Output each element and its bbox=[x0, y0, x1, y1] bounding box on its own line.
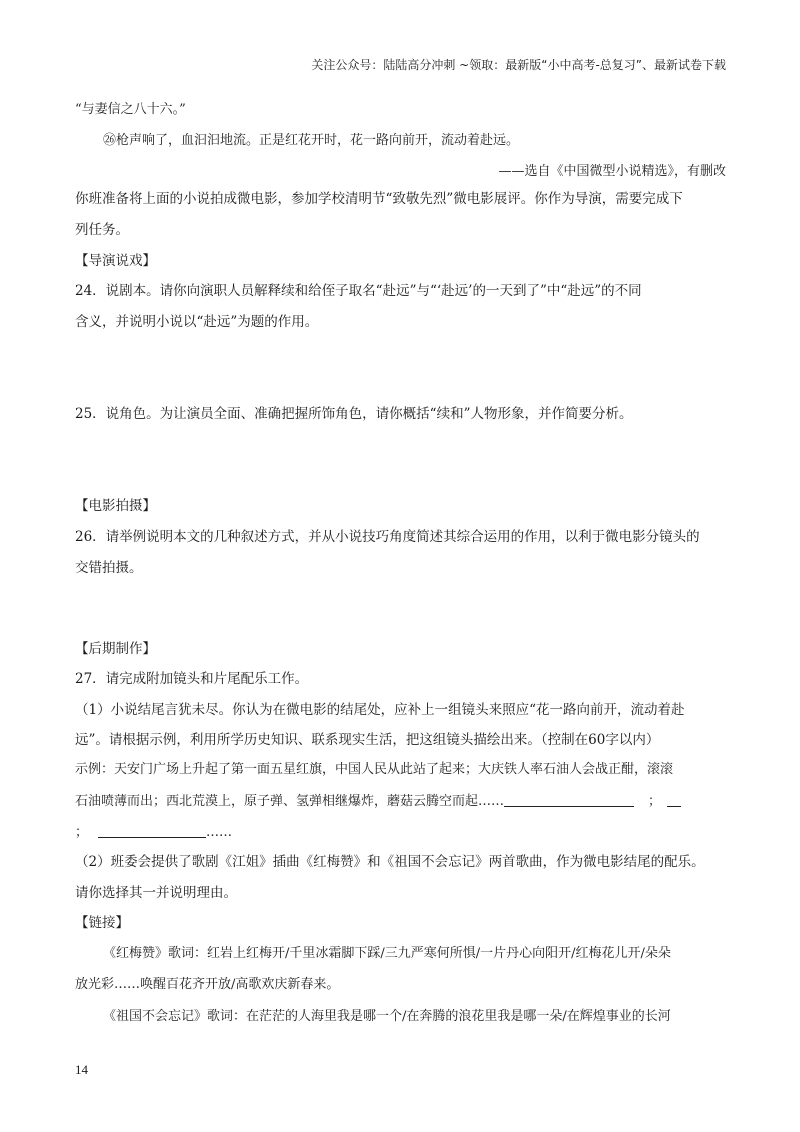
answer-blank[interactable] bbox=[667, 792, 681, 807]
question-27-part-1: 远”。请根据示例，利用所学历史知识、联系现实生活，把这组镜头描绘出来。（控制在60字以内） bbox=[75, 732, 660, 748]
question-27: 27．请完成附加镜头和片尾配乐工作。 bbox=[75, 671, 309, 687]
ellipsis: …… bbox=[206, 825, 233, 840]
question-24: 含义，并说明小说以“赴远”为题的作用。 bbox=[75, 314, 319, 330]
source-citation: ——选自《中国微型小说精选》，有删改 bbox=[498, 164, 726, 179]
question-25: 25．说角色。为让演员全面、准确把握所饰角色，请你概括“续和”人物形象，并作简要分析。 bbox=[75, 406, 633, 422]
story-text-line: ㉖枪声响了，血汩汩地流。正是红花开时，花一路向前开，流动着赴远。 bbox=[103, 133, 520, 148]
answer-blank[interactable] bbox=[504, 792, 634, 807]
lyrics-text: 放光彩……唤醒百花齐开放/高歌欢庆新春来。 bbox=[75, 977, 340, 992]
task-intro: 列任务。 bbox=[75, 222, 129, 238]
section-heading: 【后期制作】 bbox=[75, 641, 156, 657]
example-text: 示例：天安门广场上升起了第一面五星红旗，中国人民从此站了起来；大庆铁人率石油人会战正酣，滚滚 bbox=[75, 762, 674, 777]
example-text: 石油喷薄而出；西北荒漠上，原子弹、氢弹相继爆炸，蘑菇云腾空而起…… bbox=[75, 794, 505, 809]
lyrics-text: 《红梅赞》歌词：红岩上红梅开/千里冰霜脚下踩/三九严寒何所惧/一片丹心向阳开/红梅花儿开/朵朵 bbox=[103, 946, 671, 961]
question-27-part-2: （2）班委会提供了歌剧《江姐》插曲《红梅赞》和《祖国不会忘记》两首歌曲，作为微电影结尾的配乐。 bbox=[75, 854, 705, 870]
question-27-part-1: （1）小说结尾言犹未尽。你认为在微电影的结尾处，应补上一组镜头来照应“花一路向前开，流动着赴 bbox=[75, 702, 685, 718]
question-26: 交错拍摄。 bbox=[75, 560, 143, 576]
task-intro: 你班准备将上面的小说拍成微电影，参加学校清明节“致敬先烈”微电影展评。你作为导演，需要完成下 bbox=[75, 191, 683, 207]
story-text-line: “与妻信之八十六。” bbox=[75, 102, 186, 117]
page-number: 14 bbox=[75, 1062, 88, 1077]
lyrics-text: 《祖国不会忘记》歌词：在茫茫的人海里我是哪一个/在奔腾的浪花里我是哪一朵/在辉煌事业的长河 bbox=[103, 1009, 671, 1024]
question-26: 26．请举例说明本文的几种叙述方式，并从小说技巧角度简述其综合运用的作用，以利于微电影分镜头的 bbox=[75, 529, 700, 545]
section-heading: 【电影拍摄】 bbox=[75, 498, 156, 514]
page-header: 关注公众号：陆陆高分冲刺 ~领取：最新版“小中高考-总复习”、最新试卷下载 bbox=[311, 58, 726, 72]
section-heading: 【链接】 bbox=[75, 915, 129, 931]
separator: ； bbox=[75, 825, 89, 840]
example-text-line bbox=[75, 792, 730, 812]
question-27-part-2: 请你选择其一并说明理由。 bbox=[75, 885, 237, 901]
separator: ； bbox=[648, 794, 662, 809]
example-text-line bbox=[75, 823, 730, 843]
question-24: 24．说剧本。请你向演职人员解释续和给侄子取名“赴远”与“‘赴远’的一天到了”中“赴远”的不同 bbox=[75, 283, 642, 299]
section-heading: 【导演说戏】 bbox=[75, 253, 156, 269]
answer-blank[interactable] bbox=[98, 823, 206, 838]
